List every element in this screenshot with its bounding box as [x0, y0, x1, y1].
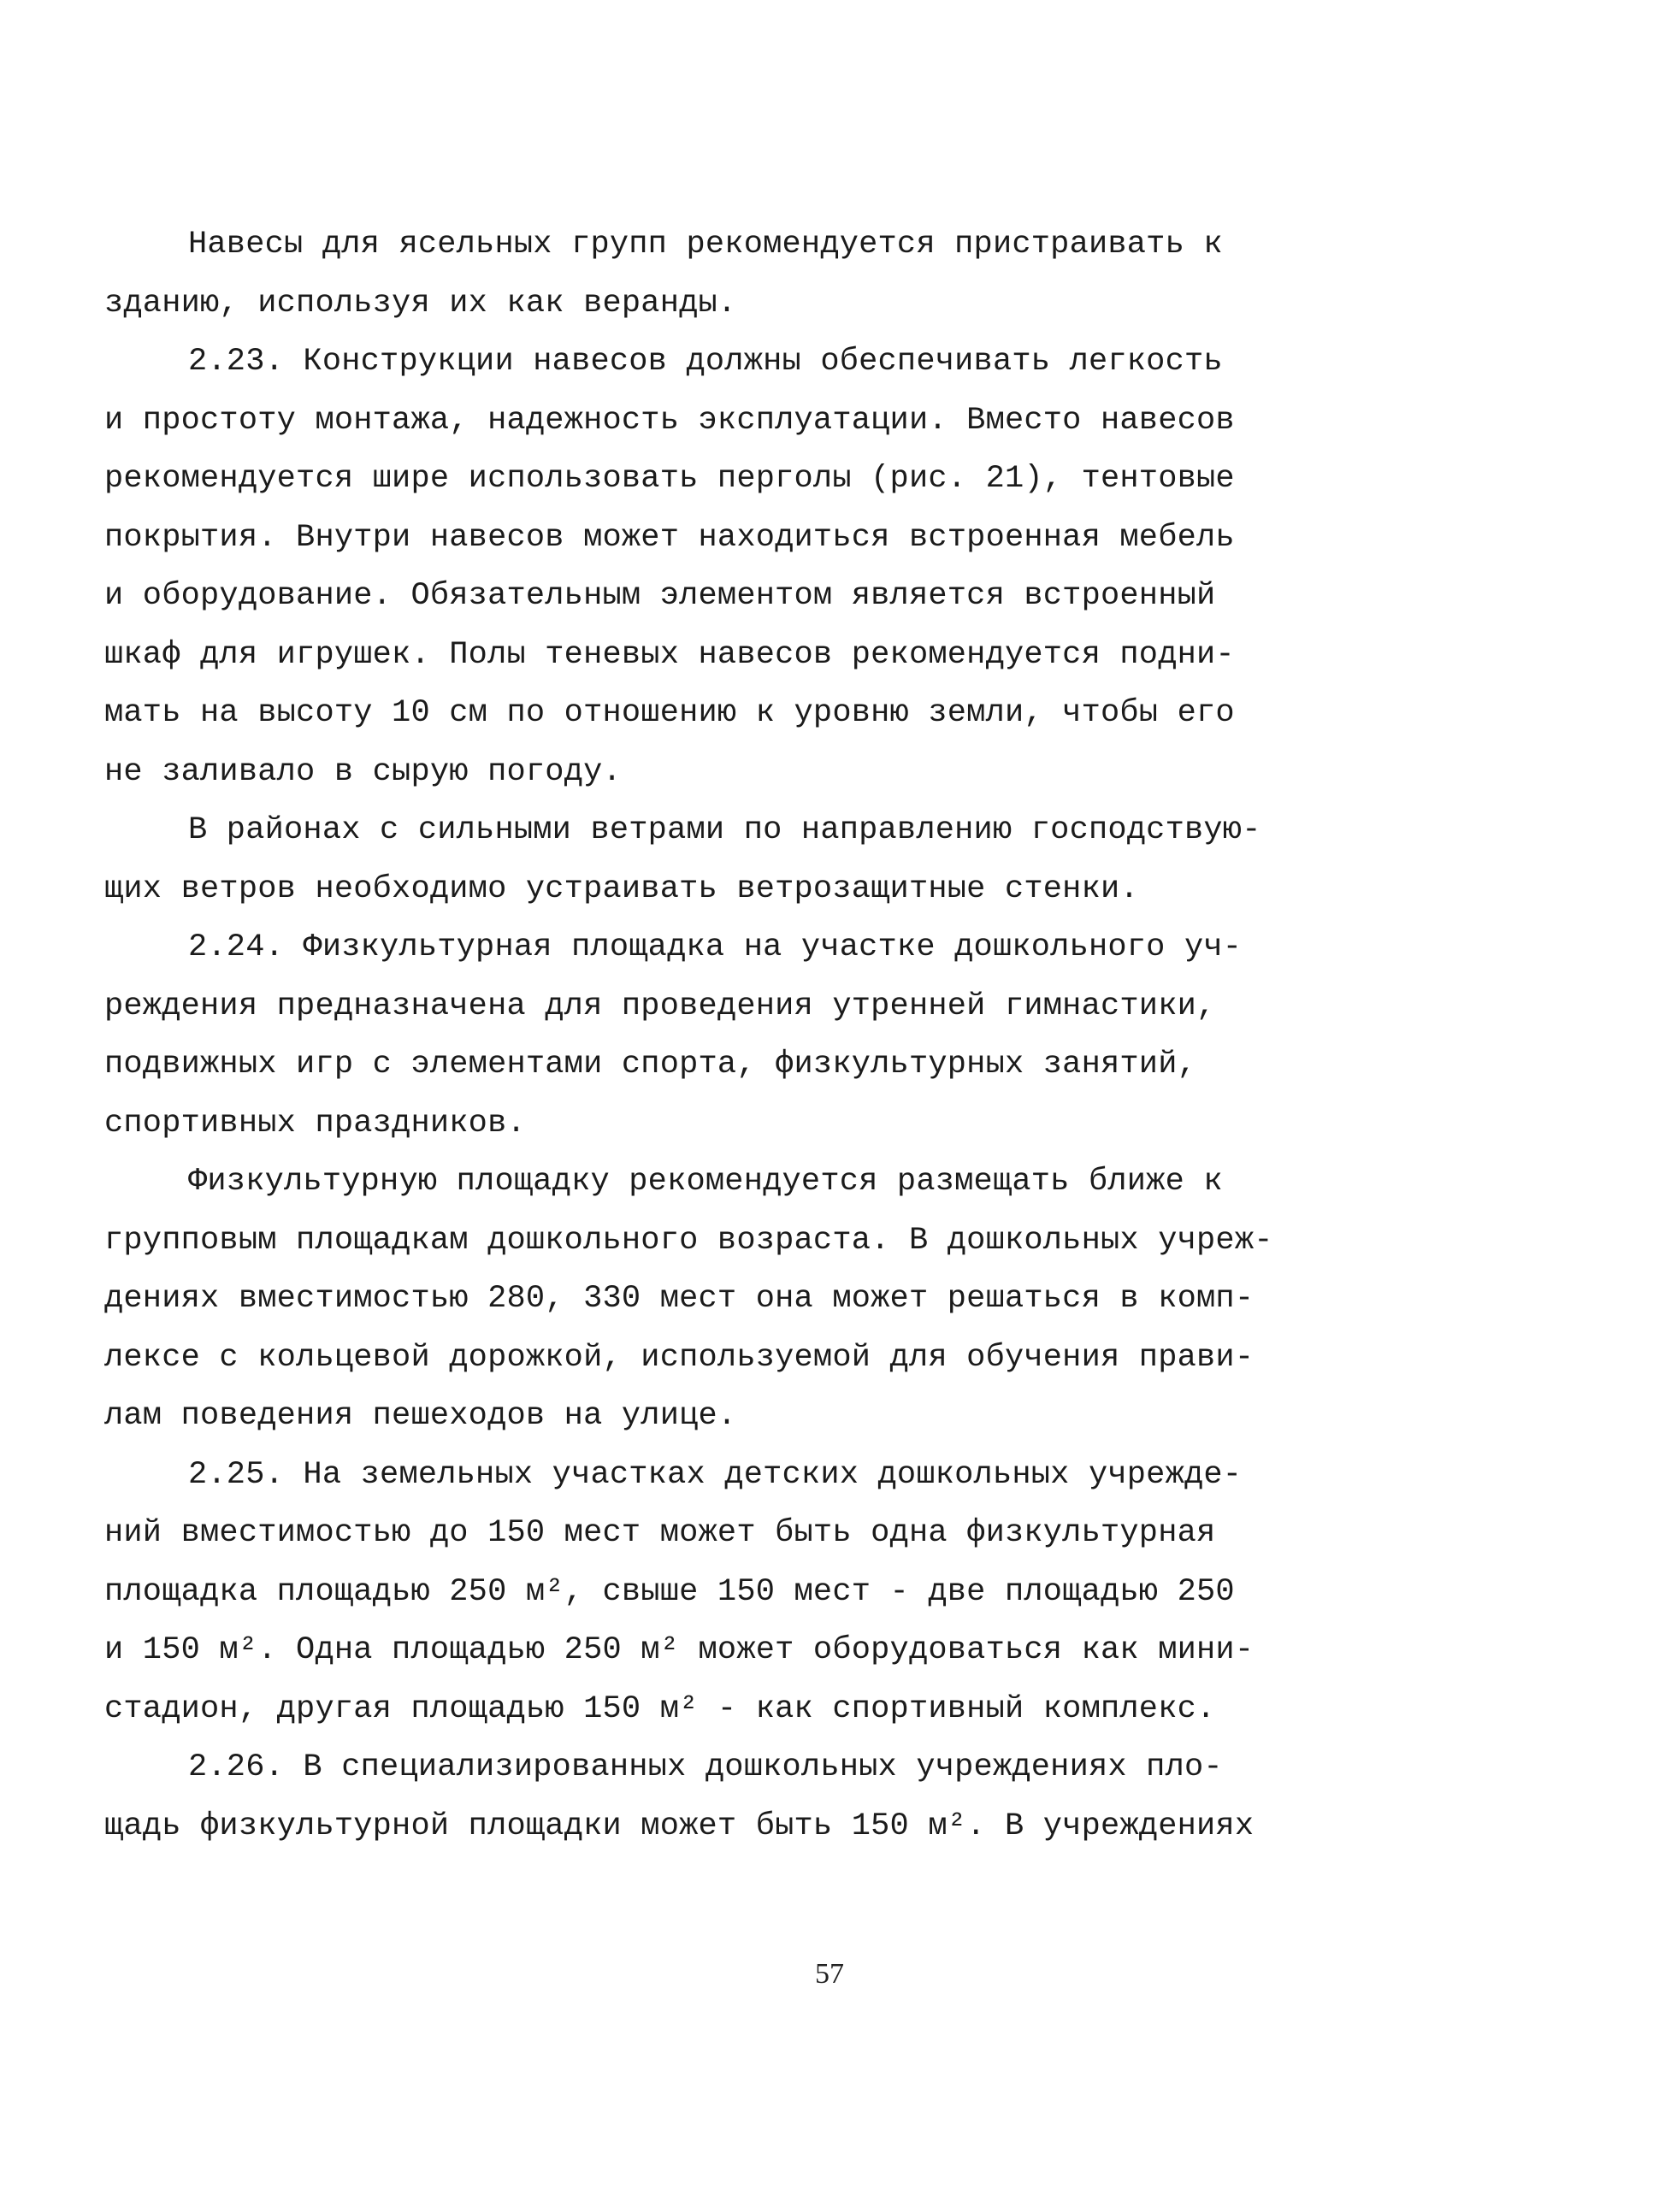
text-line: щих ветров необходимо устраивать ветрозащитные стенки.	[104, 870, 1139, 907]
text-line: покрытия. Внутри навесов может находиться встроенная мебель	[104, 519, 1235, 556]
text-line: не заливало в сырую погоду.	[104, 753, 622, 790]
text-line: реждения предназначена для проведения утренней гимнастики,	[104, 988, 1216, 1024]
text-line: и 150 м². Одна площадью 250 м² может оборудоваться как мини-	[104, 1632, 1255, 1668]
body-text	[104, 215, 1273, 1855]
text-line: групповым площадкам дошкольного возраста. В дошкольных учреж-	[104, 1222, 1273, 1259]
page-number: 57	[815, 1958, 844, 1990]
text-line: 2.25. На земельных участках детских дошкольных учрежде-	[188, 1456, 1243, 1493]
text-line: дениях вместимостью 280, 330 мест она может решаться в комп-	[104, 1281, 1255, 1317]
text-line: рекомендуется шире использовать перголы (рис. 21), тентовые	[104, 461, 1235, 497]
text-line: стадион, другая площадью 150 м² - как спортивный комплекс.	[104, 1690, 1216, 1727]
text-line: В районах с сильными ветрами по направлению господствую-	[188, 812, 1261, 848]
text-line: 2.23. Конструкции навесов должны обеспечивать легкость	[188, 344, 1223, 380]
text-line: спортивных праздников.	[104, 1105, 526, 1141]
text-line: шкаф для игрушек. Полы теневых навесов рекомендуется подни-	[104, 636, 1235, 673]
text-line: и простоту монтажа, надежность эксплуатации. Вместо навесов	[104, 402, 1235, 439]
text-line: 2.26. В специализированных дошкольных учреждениях пло-	[188, 1749, 1223, 1785]
text-line: лексе с кольцевой дорожкой, используемой для обучения прави-	[104, 1339, 1255, 1376]
text-line: площадка площадью 250 м², свыше 150 мест - две площадью 250	[104, 1573, 1235, 1610]
text-line: зданию, используя их как веранды.	[104, 285, 737, 321]
text-line: ний вместимостью до 150 мест может быть одна физкультурная	[104, 1515, 1216, 1551]
text-line: 2.24. Физкультурная площадка на участке дошкольного уч-	[188, 929, 1243, 965]
text-line: и оборудование. Обязательным элементом является встроенный	[104, 578, 1216, 614]
text-line: Навесы для ясельных групп рекомендуется пристраивать к	[188, 227, 1223, 262]
text-line: лам поведения пешеходов на улице.	[104, 1398, 737, 1434]
text-line: подвижных игр с элементами спорта, физкультурных занятий,	[104, 1047, 1197, 1082]
text-line: щадь физкультурной площадки может быть 150 м². В учреждениях	[104, 1808, 1255, 1844]
text-line: мать на высоту 10 см по отношению к уровню земли, чтобы его	[104, 695, 1235, 731]
text-line: Физкультурную площадку рекомендуется размещать ближе к	[188, 1164, 1223, 1200]
